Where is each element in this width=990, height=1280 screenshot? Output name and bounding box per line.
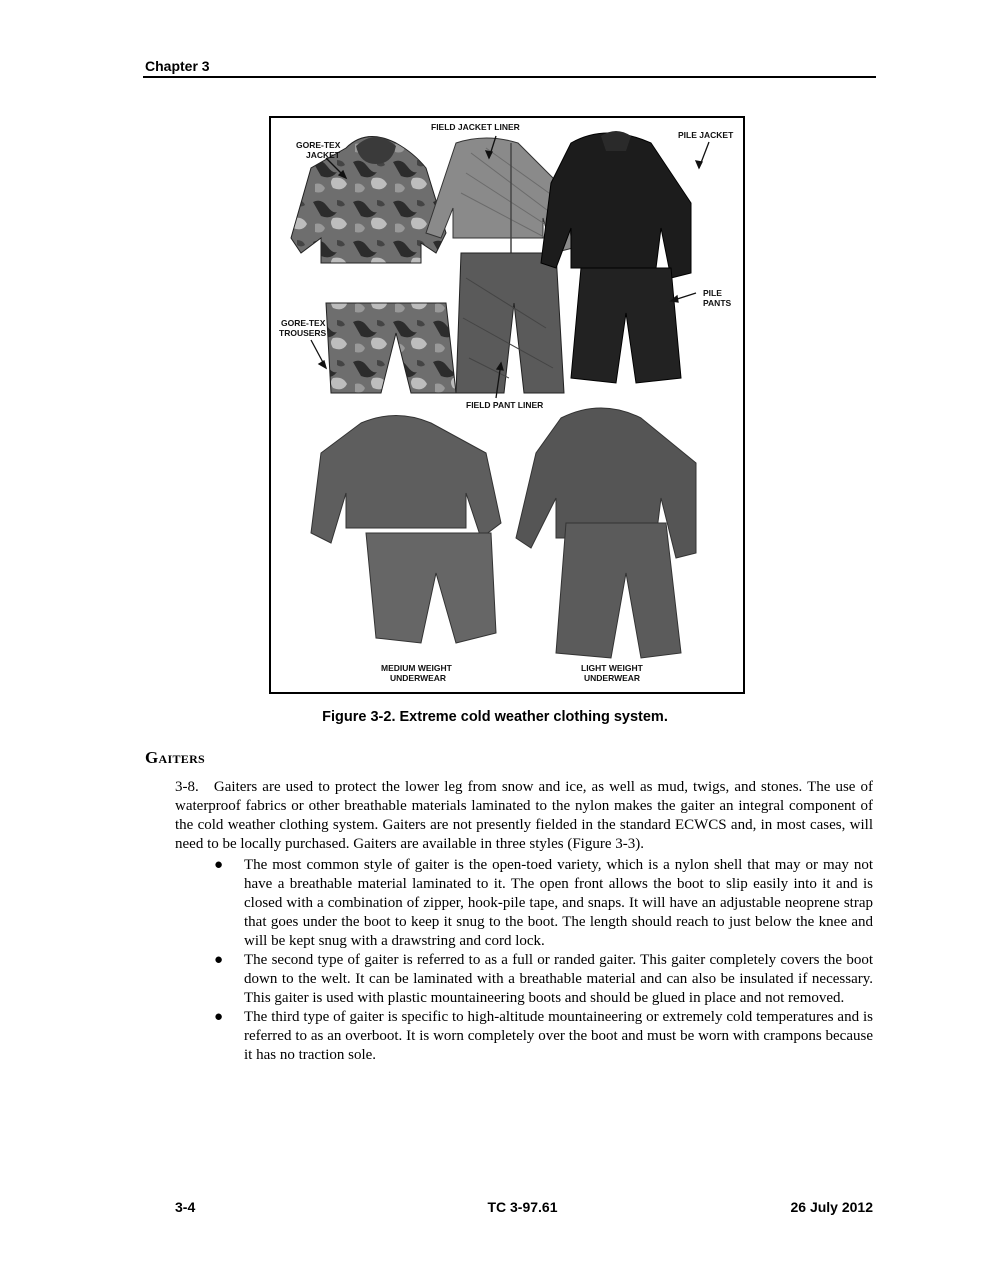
label-gore-tex-trousers-2: TROUSERS [279, 328, 327, 338]
footer-page-number: 3-4 [175, 1199, 196, 1215]
list-item [175, 951, 873, 1008]
clothing-illustration [271, 118, 742, 691]
label-medium-weight-2: UNDERWEAR [390, 673, 447, 683]
bullet-icon: ● [214, 952, 224, 968]
list-item [175, 1008, 873, 1065]
label-gore-tex-jacket-2: JACKET [306, 150, 341, 160]
list-item-text: The second type of gaiter is referred to as a full or randed gaiter. This gaiter completely covers the boot down to the welt. It can be laminated with a breathable material and can also be insulated if necessary. This gaiter is used with plastic mountaineering boots and should be glued in place and not removed. [244, 952, 873, 1006]
bullet-icon: ● [214, 857, 224, 873]
label-field-pant-liner: FIELD PANT LINER [466, 400, 544, 410]
label-light-weight-2: UNDERWEAR [584, 673, 641, 683]
pile-pants-illustration [571, 268, 681, 383]
figure-caption: Figure 3-2. Extreme cold weather clothing system. [322, 709, 668, 725]
bullet-icon: ● [214, 1009, 224, 1025]
label-gore-tex-trousers-1: GORE-TEX [281, 318, 326, 328]
header-rule [143, 76, 876, 78]
field-pant-liner-illustration [456, 253, 564, 393]
medium-weight-underwear-illustration [311, 416, 501, 644]
label-field-jacket-liner: FIELD JACKET LINER [431, 122, 520, 132]
footer-date: 26 July 2012 [790, 1199, 873, 1215]
bullet-list [175, 856, 873, 1065]
list-item-text: The most common style of gaiter is the open-toed variety, which is a nylon shell that may or may not have a breathable material laminated to it. The open front allows the boot to slip easily into it and is closed with a combination of zipper, hook-pile tape, and snaps. It will have an adjustable neoprene strap that goes under the boot to keep it snug to the boot. The length should reach to just below the knee and will be kept snug with a drawstring and cord lock. [244, 857, 873, 949]
figure-frame [269, 116, 745, 694]
label-gore-tex-jacket-1: GORE-TEX [296, 140, 341, 150]
label-medium-weight-1: MEDIUM WEIGHT [381, 663, 452, 673]
light-weight-underwear-illustration [516, 408, 696, 658]
list-item-text: The third type of gaiter is specific to high-altitude mountaineering or extremely cold temperatures and is referred to as an overboot. It is worn completely over the boot and must be worn with crampons because it has no traction sole. [244, 1009, 873, 1063]
label-pile-pants-1: PILE [703, 288, 722, 298]
footer-document-id: TC 3-97.61 [487, 1199, 558, 1215]
body-paragraph: 3-8. Gaiters are used to protect the lower leg from snow and ice, as well as mud, twigs, and stones. The use of waterproof fabrics or other breathable materials laminated to the nylon makes the gaiter an integral component of the cold weather clothing system. Gaiters are not presently fielded in the standard ECWCS and, in most cases, will need to be locally purchased. Gaiters are available in three styles (Figure 3-3). [175, 779, 873, 852]
chapter-header: Chapter 3 [145, 58, 210, 74]
label-light-weight-1: LIGHT WEIGHT [581, 663, 643, 673]
label-pile-jacket: PILE JACKET [678, 130, 734, 140]
list-item [175, 856, 873, 951]
label-pile-pants-2: PANTS [703, 298, 732, 308]
gore-tex-trousers-illustration [326, 303, 456, 393]
pile-jacket-illustration [541, 131, 691, 278]
section-heading: Gaiters [145, 748, 206, 767]
